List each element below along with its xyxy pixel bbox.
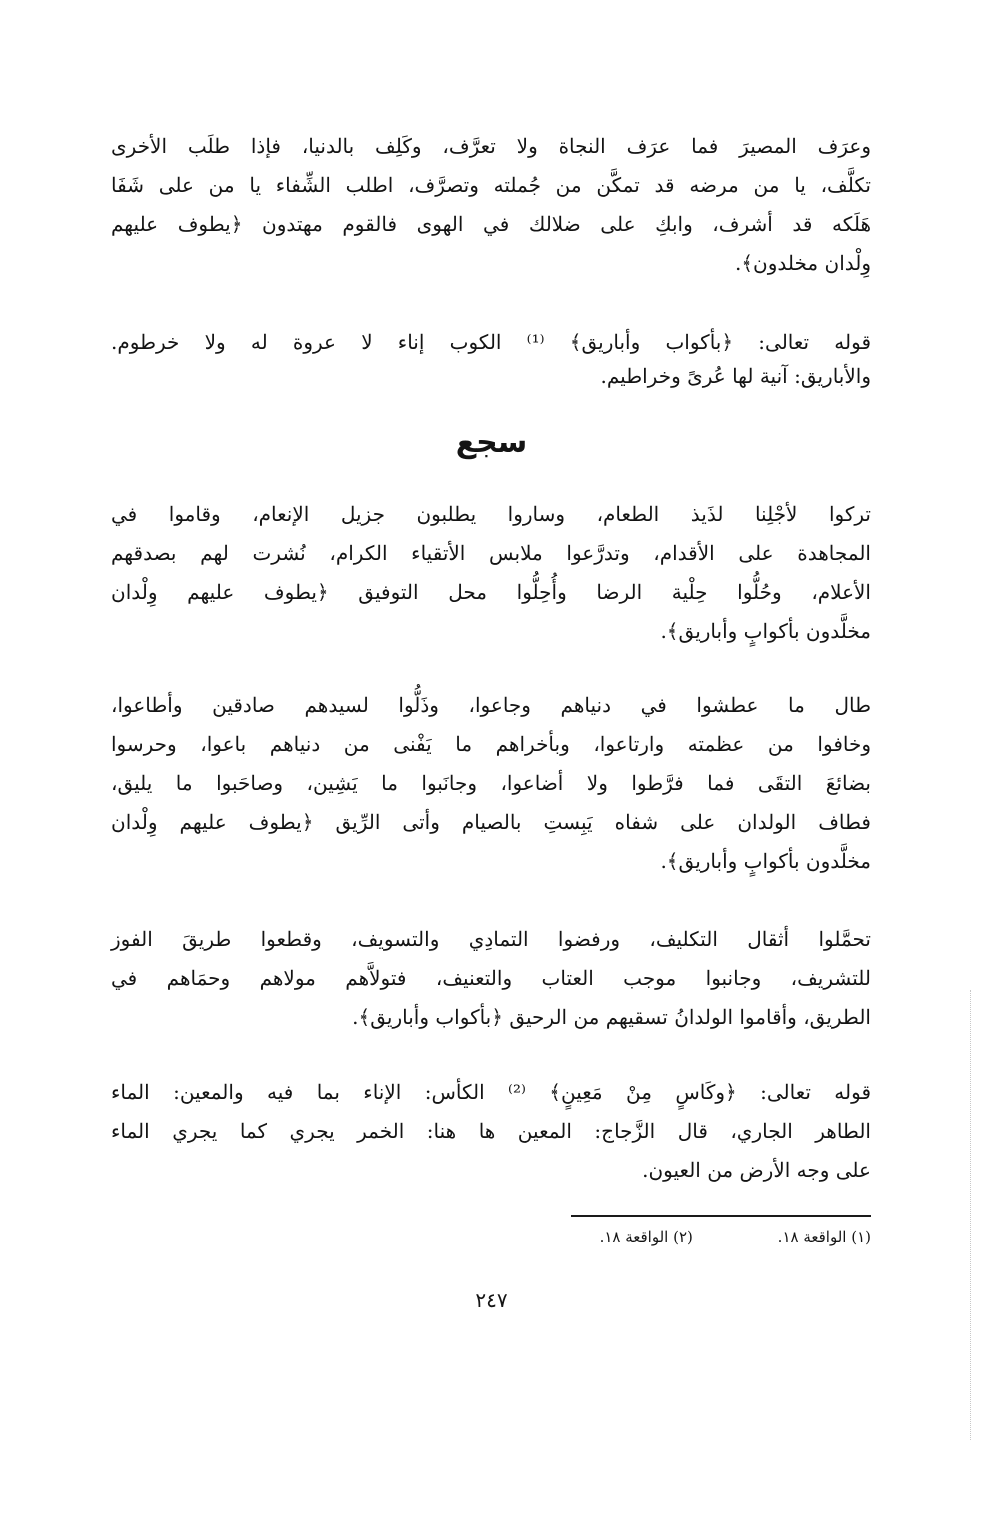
text-line: الطاهر الجاري، قال الزَّجاج: المعين ها هنا: الخمر يجري كما يجري الماء bbox=[111, 1119, 871, 1143]
paragraph-3 bbox=[111, 495, 871, 651]
section-heading: سجع bbox=[455, 425, 528, 460]
text-line: وِلْدان مخلدون﴾. bbox=[734, 251, 871, 275]
text-line: للتشريف، وجانبوا موجب العتاب والتعنيف، فتولاَّهم مولاهم وحمَاهم في bbox=[111, 966, 871, 990]
footnote-2: (٢) الواقعة ١٨. bbox=[599, 1228, 693, 1246]
text-line: على وجه الأرض من العيون. bbox=[642, 1158, 871, 1182]
text-line: هَلَكه قد أشرف، وابكِ على ضلالك في الهوى فالقوم مهتدون ﴿يطوف عليهم bbox=[111, 212, 871, 236]
text-line: قوله تعالى: ﴿وكَاسٍ مِنْ مَعِينٍ﴾ ⁽²⁾ الكأس: الإناء بما فيه والمعين: الماء bbox=[111, 1080, 872, 1104]
paragraph-1 bbox=[111, 127, 871, 283]
paragraph-4 bbox=[111, 686, 871, 881]
text-line: طال ما عطشوا في دنياهم وجاعوا، وذَلُّوا لسيدهم صادقين وأطاعوا، bbox=[111, 693, 871, 717]
paragraph-6 bbox=[111, 1073, 871, 1190]
scan-edge-line bbox=[970, 990, 971, 1440]
paragraph-2 bbox=[111, 325, 871, 393]
footnote-1: (١) الواقعة ١٨. bbox=[777, 1228, 871, 1246]
text-line: فطاف الولدان على شفاه يَبِستِ بالصيام وأتى الرِّيق ﴿يطوف عليهم وِلْدان bbox=[111, 810, 871, 834]
paragraph-5 bbox=[111, 920, 871, 1037]
text-line: المجاهدة على الأقدام، وتدرَّعوا ملابس الأتقياء الكرام، نُشرت لهم بصدقهم bbox=[111, 541, 871, 565]
text-line: والأباريق: آنية لها عُرىً وخراطيم. bbox=[600, 364, 871, 388]
text-line: مخلَّدون بأكوابٍ وأباريق﴾. bbox=[660, 619, 871, 643]
text-line: مخلَّدون بأكوابٍ وأباريق﴾. bbox=[660, 849, 871, 873]
footnote-divider bbox=[571, 1215, 871, 1217]
text-line: وعرَف المصيرَ فما عرَف النجاة ولا تعرَّف، وكَلِف بالدنيا، فإذا طلَب الأخرى bbox=[111, 134, 871, 158]
text-line: تركوا لأجْلِنا لذَيذ الطعام، وساروا يطلبون جزيل الإنعام، وقاموا في bbox=[111, 502, 871, 526]
page-number: ٢٤٧ bbox=[475, 1288, 508, 1312]
text-line: الأعلام، وحُلُّوا حِلْية الرضا وأُحِلُّوا محل التوفيق ﴿يطوف عليهم وِلْدان bbox=[111, 580, 871, 604]
text-line: تكلَّف، يا من مرضه قد تمكَّن من جُملته وتصرَّف، اطلب الشِّفاء يا من على شَفَا bbox=[111, 173, 871, 197]
text-line: تحمَّلوا أثقال التكليف، ورفضوا التمادِي والتسويف، وقطعوا طريقَ الفوز bbox=[111, 927, 871, 951]
text-line: الطريق، وأقاموا الولدانُ تسقيهم من الرحيق ﴿بأكواب وأباريق﴾. bbox=[352, 1005, 871, 1029]
footnotes bbox=[371, 1222, 871, 1252]
text-line: قوله تعالى: ﴿بأكواب وأباريق﴾ ⁽¹⁾ الكوب إناء لا عروة له ولا خرطوم. bbox=[111, 330, 872, 354]
text-line: بضائعَ التقَى فما فرَّطوا ولا أضاعوا، وجانَبوا ما يَشِين، وصاحَبوا ما يليق، bbox=[111, 771, 871, 795]
text-line: وخافوا من عظمته وارتاعوا، وبأخراهم ما يَفْنى من دنياهم باعوا، وحرسوا bbox=[111, 732, 871, 756]
